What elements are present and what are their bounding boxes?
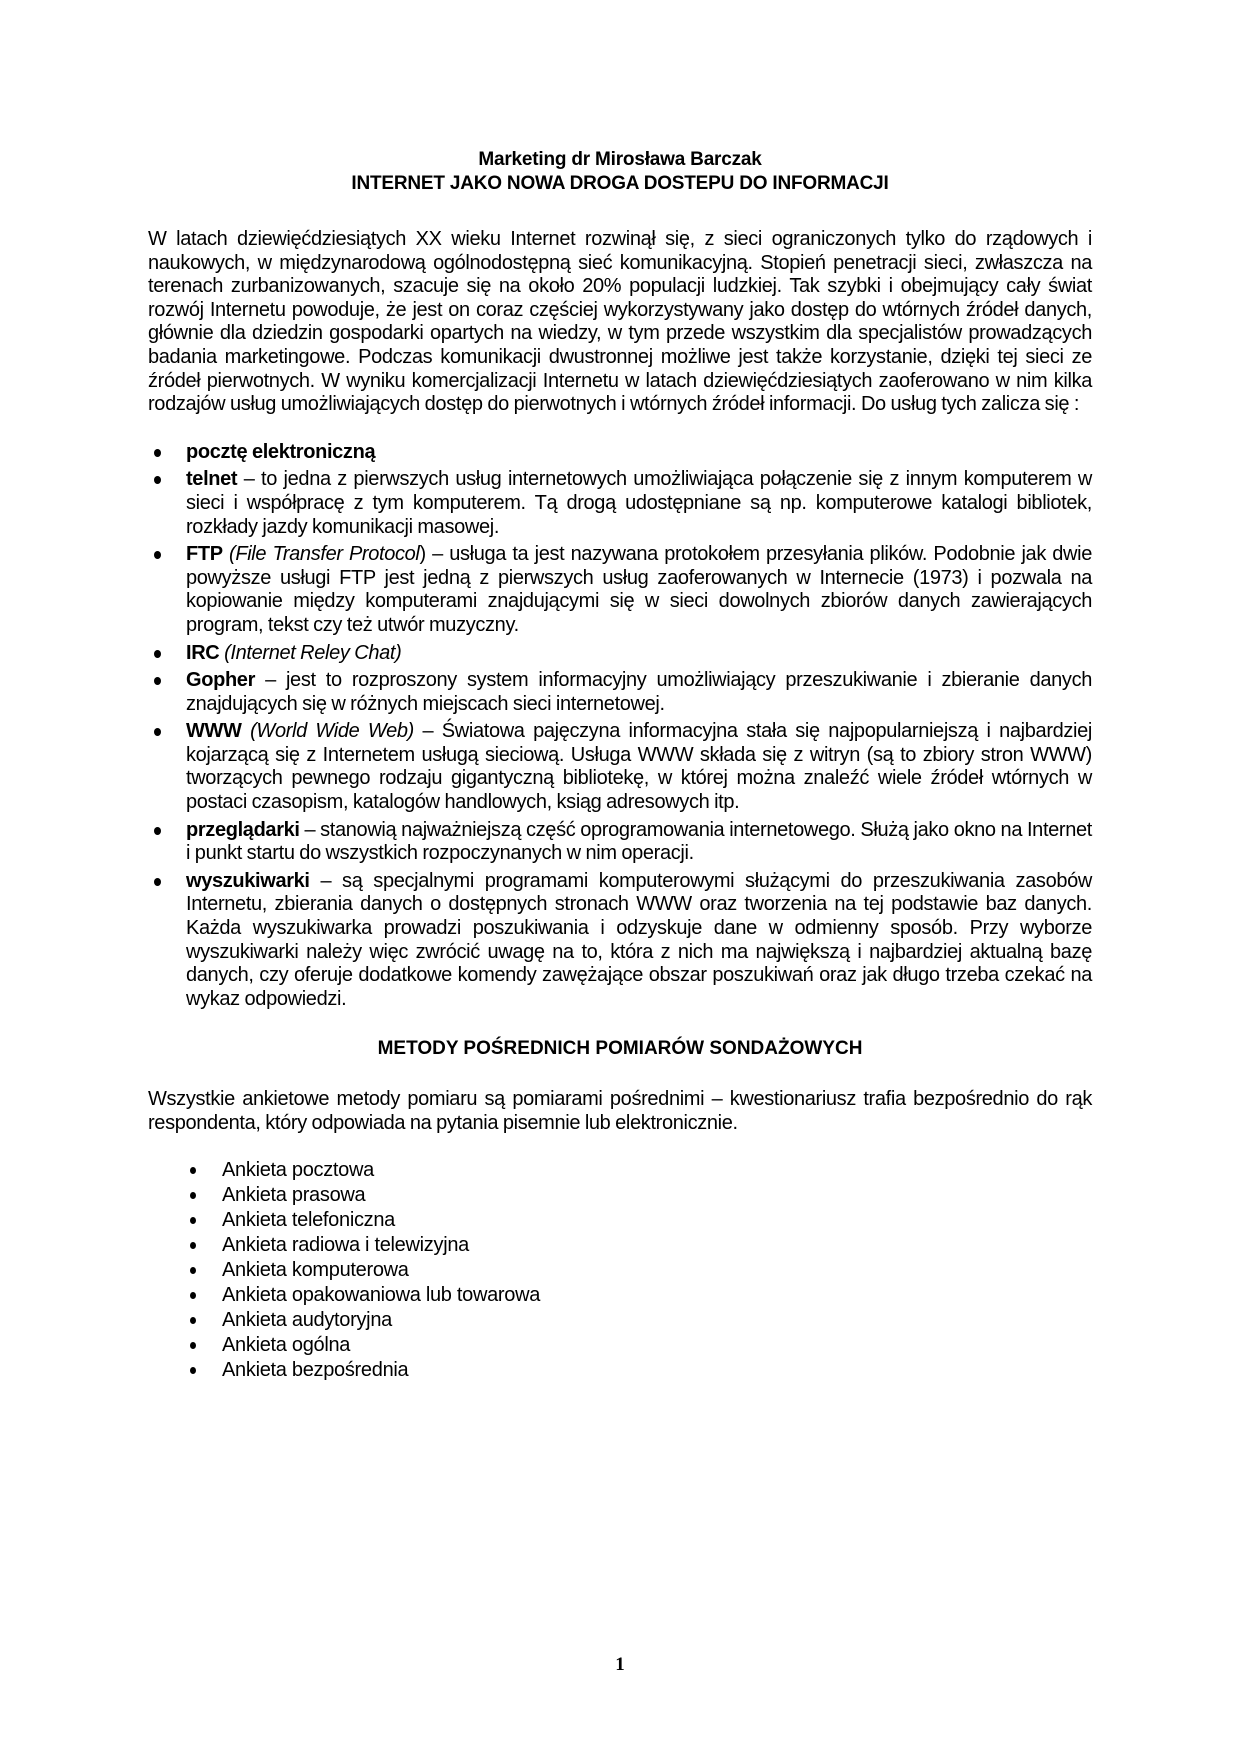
section-heading: METODY POŚREDNICH POMIARÓW SONDAŻOWYCH [377,1038,863,1060]
service-description: – są specjalnymi programami komputerowymi służącymi do przeszukiwania zasobów Internetu, zbierania danych o dostępnych stronach WWW oraz tworzenia na tej podstawie baz danych. Każda wyszukiwarka prowadzi poszukiwania i odzyskuje dane w odmienny sposób. Przy wyborze wyszukiwarki należy więc zwrócić uwagę na to, która z nich ma największą i najbardziej aktualną bazę danych, czy oferuje dodatkowe komendy zawężające obszar poszukiwań oraz jak długo trzeba czekać na wykaz odpowiedzi. [186,869,1092,1010]
document-title: INTERNET JAKO NOWA DROGA DOSTEPU DO INFORMACJI [351,173,889,194]
list-item-telnet [148,468,1092,539]
service-term: Gopher [186,669,256,692]
service-term: telnet [186,468,238,491]
list-item [148,1208,1092,1233]
method-label: Ankieta radiowa i telewizyjna [222,1233,469,1256]
bullet-icon [154,551,161,559]
service-term: przeglądarki [186,818,300,841]
service-term: WWW [186,720,242,743]
method-label: Ankieta ogólna [222,1333,351,1356]
bullet-icon [190,1342,196,1349]
method-label: Ankieta bezpośrednia [222,1358,409,1381]
service-term: IRC [186,641,220,664]
list-item [148,1333,1092,1358]
service-description: ) – usługa ta jest nazywana protokołem przesyłania plików. Podobnie jak dwie powyższe usługi FTP jest jedną z pierwszych usług zaoferowanych w Internecie (1973) i pozwala na kopiowanie między komputerami znajdującymi się w sieci dowolnych zbiorów danych zawierających program, tekst czy też utwór muzyczny. [186,543,1093,636]
document-subtitle: Marketing dr Mirosława Barczak [478,149,762,170]
service-expansion: (World Wide Web) [241,720,414,743]
section-intro-paragraph: Wszystkie ankietowe metody pomiaru są pomiarami pośrednimi – kwestionariusz trafia bezpośrednio do rąk respondenta, który odpowiada na pytania pisemnie lub elektronicznie. [148,1088,1092,1134]
list-item [148,1258,1092,1283]
list-item [148,1283,1092,1308]
list-item [148,1308,1092,1333]
list-item [148,1233,1092,1258]
bullet-icon [154,476,161,484]
list-item-browsers [148,819,1092,866]
service-description: – stanowią najważniejszą część oprogramowania internetowego. Służą jako okno na Internet i punkt startu do wszystkich rozpoczynanych w nim operacji. [186,818,1092,865]
methods-list [148,1158,1092,1383]
list-item-gopher [148,669,1092,716]
intro-paragraph: W latach dziewięćdziesiątych XX wieku Internet rozwinął się, z sieci ograniczonych tylko do rządowych i naukowych, w międzynarodową ogólnodostępną sieć komunikacyjną. Stopień penetracji sieci, zwłaszcza na terenach zurbanizowanych, szacuje się na około 20% populacji ludzkiej. Tak szybki i obejmujący cały świat rozwój Internetu powoduje, że jest on coraz częściej wykorzystywany jako dostęp do wtórnych źródeł danych, głównie dla dziedzin gospodarki opartych na wiedzy, w tym przede wszystkim dla specjalistów prowadzących badania marketingowe. Podczas komunikacji dwustronnej możliwe jest także korzystanie, dzięki tej sieci ze źródeł pierwotnych. W wyniku komercjalizacji Internetu w latach dziewięćdziesiątych zaoferowano w nim kilka rodzajów usług umożliwiających dostęp do pierwotnych i wtórnych źródeł informacji. Do usług tych zalicza się : [148,228,1092,416]
document-header [148,148,1092,196]
service-description: – to jedna z pierwszych usług internetowych umożliwiająca połączenie się z innym komputerem w sieci i współpracę z tym komputerem. Tą drogą udostępniane są np. komputerowe katalogi bibliotek, rozkłady jazdy komunikacji masowej. [186,468,1092,538]
method-label: Ankieta opakowaniowa lub towarowa [222,1283,541,1306]
service-description: – Światowa pajęczyna informacyjna stała się najpopularniejszą i najbardziej kojarzącą się z Internetem usługą sieciową. Usługa WWW składa się z witryn (są to zbiory stron WWW) tworzących pewnego rodzaju gigantyczną bibliotekę, w której można znaleźć wiele źródeł wtórnych w postaci czasopism, katalogów handlowych, ksiąg adresowych itp. [186,720,1093,814]
bullet-icon [154,728,161,736]
list-item-search-engines [148,870,1092,1012]
service-description: – jest to rozproszony system informacyjny umożliwiający przeszukiwanie i zbieranie danych znajdujących się w różnych miejscach sieci internetowej. [186,669,1092,715]
list-item [148,1183,1092,1208]
list-item-www [148,720,1092,814]
document-page [148,148,1092,1383]
bullet-icon [154,827,161,835]
service-expansion: (File Transfer Protocol [222,543,420,566]
service-expansion: (Internet Reley Chat) [219,641,402,664]
method-label: Ankieta pocztowa [222,1158,374,1181]
bullet-icon [190,1217,196,1224]
bullet-icon [190,1192,196,1199]
bullet-icon [154,650,161,658]
page-number: 1 [615,1654,625,1675]
list-item [148,1358,1092,1383]
method-label: Ankieta audytoryjna [222,1308,392,1331]
bullet-icon [154,449,161,457]
bullet-icon [190,1292,196,1299]
bullet-icon [154,677,161,685]
list-item-irc [148,642,1092,666]
bullet-icon [190,1267,196,1274]
list-item-email [148,441,1092,465]
method-label: Ankieta komputerowa [222,1258,409,1281]
services-list [148,441,1092,1012]
bullet-icon [190,1367,196,1374]
service-term: pocztę elektroniczną [186,440,376,463]
bullet-icon [154,878,161,886]
list-item-ftp [148,543,1092,637]
bullet-icon [190,1167,196,1174]
method-label: Ankieta prasowa [222,1183,366,1206]
method-label: Ankieta telefoniczna [222,1208,396,1231]
bullet-icon [190,1242,196,1249]
service-term: FTP [186,543,223,566]
bullet-icon [190,1317,196,1324]
service-term: wyszukiwarki [186,869,310,892]
list-item [148,1158,1092,1183]
